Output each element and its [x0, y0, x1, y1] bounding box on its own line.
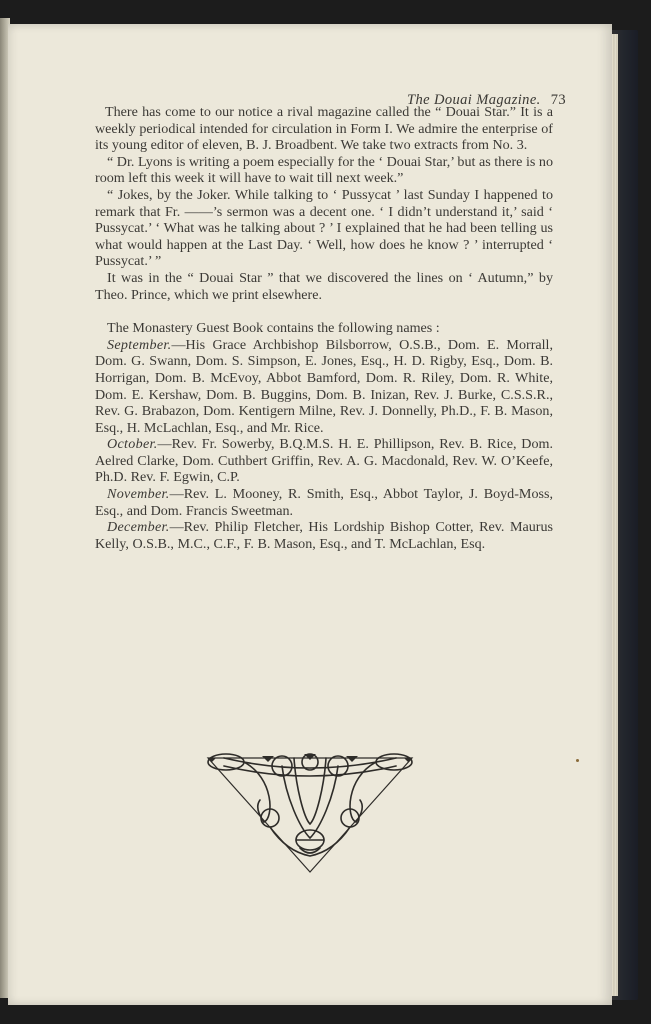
running-head-title: The Douai Magazine. [407, 92, 541, 108]
entry-names: —Rev. L. Mooney, R. Smith, Esq., Abbot Taylor, J. Boyd-Moss, Esq., and Dom. Francis Sweetman. [95, 486, 553, 519]
paragraph: “ Jokes, by the Joker. While talking to ‘ Pussycat ’ last Sunday I happened to remark that Fr. ——’s sermon was a decent one. ‘ I didn’t understand it,’ said ‘ Pussycat.’ ‘ What was he talking about ? ’ I explained that he had been telling us what would happen at the Last Day. ‘ Well, how does he know ? ’ interrupted ‘ Pussycat.’ ” [95, 186, 553, 270]
celtic-knot-tailpiece-icon [204, 748, 416, 876]
entry-names: —Rev. Philip Fletcher, His Lordship Bishop Cotter, Rev. Maurus Kelly, O.S.B., M.C., C.F., F. B. Mason, Esq., and T. McLachlan, Esq. [95, 519, 553, 552]
entry-names: —His Grace Archbishop Bilsborrow, O.S.B., Dom. E. Morrall, Dom. G. Swann, Dom. S. Simpson, E. Jones, Esq., H. D. Rigby, Esq., Dom. B. Horrigan, Dom. B. McEvoy, Abbot Bamford, Dom. R. Riley, Dom. R. White, Dom. E. Kershaw, Dom. B. Buggins, Dom. B. Inizan, Rev. J. Burke, C.S.S.R., Rev. G. Brabazon, Dom. Kentigern Milne, Rev. J. Donnelly, Ph.D., F. B. Mason, Esq., H. McLachlan, Esq., and Mr. Rice. [95, 336, 553, 436]
paragraph: There has come to our notice a rival magazine called the “ Douai Star.” It is a weekly periodical intended for circulation in Form I. We admire the enterprise of its young editor of eleven, B. J. Broadbent. We take two extracts from No. 3. [95, 104, 553, 154]
entry-month: November. [107, 486, 170, 503]
paragraph: It was in the “ Douai Star ” that we discovered the lines on ‘ Autumn,” by Theo. Prince, which we print elsewhere. [95, 269, 553, 303]
page-number: 73 [550, 92, 566, 108]
guest-book-entry [95, 337, 553, 437]
guest-book-intro: The Monastery Guest Book contains the following names : [107, 320, 440, 337]
guest-book-entry [95, 519, 553, 552]
guest-book-entry [95, 436, 553, 486]
entry-month: December. [107, 519, 170, 536]
entry-month: September. [107, 336, 172, 353]
guest-book-entry [95, 486, 553, 519]
section-gap [95, 303, 553, 320]
article-body [95, 104, 553, 552]
entry-month: October. [107, 436, 158, 453]
paragraph: “ Dr. Lyons is writing a poem especially for the ‘ Douai Star,’ but as there is no room left this week it will have to wait till next week.” [95, 153, 553, 187]
paper-speck [576, 759, 579, 762]
entry-names: —Rev. Fr. Sowerby, B.Q.M.S. H. E. Phillipson, Rev. B. Rice, Dom. Aelred Clarke, Dom. Cuthbert Griffin, Rev. A. G. Macdonald, Rev. W. O’Keefe, Ph.D. Rev. F. Egwin, C.P. [95, 436, 553, 486]
